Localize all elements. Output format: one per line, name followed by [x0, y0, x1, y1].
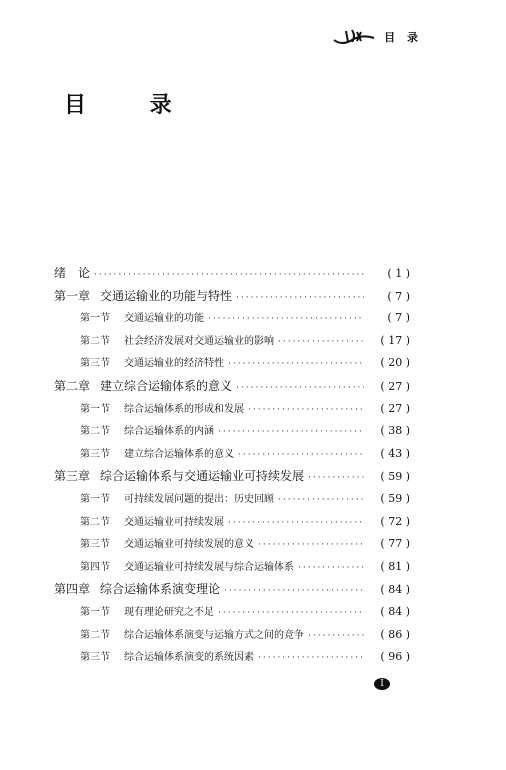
- toc-entry-title: 可持续发展问题的提出：历史回顾: [124, 493, 274, 505]
- toc-entry-section: [54, 556, 410, 579]
- toc-entry-section: [54, 601, 410, 624]
- toc-entry-number: 第三节: [80, 448, 110, 460]
- toc-entry-title: 综合运输体系与交通运输业可持续发展: [100, 469, 305, 484]
- toc-entry-number: 第一节: [80, 493, 110, 505]
- toc-entry-page: ( 43 ): [380, 446, 410, 460]
- toc-leader-dots: [308, 625, 364, 647]
- toc-entry-section: [54, 443, 410, 466]
- toc-leader-dots: [236, 377, 364, 398]
- toc-entry-section: [54, 420, 410, 443]
- toc-entry-page: ( 59 ): [380, 491, 410, 505]
- toc-entry-title: 交通运输业的功能与特性: [100, 288, 233, 303]
- toc-leader-dots: [218, 421, 364, 443]
- toc-entry-section: [54, 307, 410, 330]
- toc-entry-page: ( 77 ): [380, 537, 410, 551]
- header-label: 目 录: [384, 31, 422, 44]
- toc-entry-section: [54, 533, 410, 556]
- toc-entry-title: 综合运输体系演变理论: [100, 582, 221, 597]
- toc-leader-dots: [236, 287, 364, 308]
- toc-entry-chapter: [54, 262, 410, 285]
- toc-entry-title: 交通运输业的经济特性: [124, 358, 224, 370]
- toc-entry-chapter: [54, 578, 410, 601]
- toc-entry-title: 交通运输业可持续发展的意义: [124, 539, 254, 551]
- toc-entry-title: 综合运输体系的形成和发展: [124, 403, 244, 415]
- toc-leader-dots: [208, 308, 364, 330]
- toc-entry-title: 综合运输体系演变的系统因素: [124, 652, 254, 664]
- toc-entry-title: 建立综合运输体系的意义: [100, 378, 233, 393]
- toc-entry-section: [54, 511, 410, 534]
- toc-entry-number: 第四节: [80, 561, 110, 573]
- toc-entry-page: ( 38 ): [380, 424, 410, 438]
- toc-entry-title: 交通运输业可持续发展: [124, 516, 224, 528]
- toc-entry-section: [54, 398, 410, 421]
- toc-entry-page: ( 84 ): [380, 583, 410, 597]
- page-title: 目 录: [64, 92, 200, 118]
- toc-leader-dots: [94, 264, 364, 285]
- toc-leader-dots: [258, 647, 364, 669]
- toc-leader-dots: [224, 580, 364, 601]
- toc-entry-number: 第二节: [80, 629, 110, 641]
- toc-entry-title: 综合运输体系演变与运输方式之间的竞争: [124, 629, 304, 641]
- toc-entry-number: 第三章: [54, 469, 91, 484]
- toc-entry-chapter: [54, 375, 410, 398]
- toc-entry-number: 第一节: [80, 606, 110, 618]
- toc-entry-title: 交通运输业可持续发展与综合运输体系: [124, 561, 294, 573]
- toc-entry-chapter: [54, 285, 410, 308]
- toc-entry-chapter: [54, 465, 410, 488]
- toc-entry-number: 第三节: [80, 358, 110, 370]
- page-number: I: [374, 678, 390, 690]
- toc-leader-dots: [248, 399, 364, 421]
- toc-entry-page: ( 7 ): [387, 289, 410, 303]
- toc-entry-page: ( 1 ): [387, 267, 410, 280]
- toc-entry-number: 第三节: [80, 539, 110, 551]
- toc-entry-section: [54, 488, 410, 511]
- toc-entry-section: [54, 352, 410, 375]
- toc-entry-page: ( 59 ): [380, 470, 410, 484]
- toc-entry-number: 第二节: [80, 335, 110, 347]
- toc-entry-section: [54, 646, 410, 669]
- running-header: [332, 28, 422, 46]
- table-of-contents: [54, 262, 410, 669]
- toc-leader-dots: [298, 557, 364, 579]
- toc-entry-page: ( 72 ): [380, 514, 410, 528]
- toc-entry-number: 第三节: [80, 652, 110, 664]
- toc-entry-title: 社会经济发展对交通运输业的影响: [124, 335, 274, 347]
- toc-leader-dots: [278, 331, 364, 353]
- toc-leader-dots: [228, 353, 364, 375]
- toc-entry-page: ( 27 ): [380, 379, 410, 393]
- toc-entry-page: ( 84 ): [380, 604, 410, 618]
- toc-entry-title: 交通运输业的功能: [124, 313, 204, 325]
- toc-entry-number: 第二节: [80, 516, 110, 528]
- toc-entry-number: 第一章: [54, 288, 91, 303]
- publisher-logo-icon: [332, 28, 376, 46]
- toc-entry-number: 第四章: [54, 582, 91, 597]
- toc-entry-page: ( 20 ): [380, 356, 410, 370]
- toc-entry-section: [54, 330, 410, 353]
- toc-entry-page: ( 27 ): [380, 401, 410, 415]
- toc-entry-number: 第一节: [80, 403, 110, 415]
- toc-leader-dots: [308, 467, 364, 488]
- toc-entry-number: 第二章: [54, 378, 91, 393]
- toc-entry-page: ( 86 ): [380, 627, 410, 641]
- toc-leader-dots: [238, 444, 364, 466]
- toc-entry-page: ( 96 ): [380, 650, 410, 664]
- toc-entry-title: 综合运输体系的内涵: [124, 426, 214, 438]
- toc-entry-page: ( 81 ): [380, 559, 410, 573]
- toc-leader-dots: [258, 534, 364, 556]
- toc-leader-dots: [228, 512, 364, 534]
- toc-entry-number: 第二节: [80, 426, 110, 438]
- toc-entry-title: 绪 论: [54, 266, 91, 280]
- toc-entry-title: 建立综合运输体系的意义: [124, 448, 234, 460]
- toc-entry-section: [54, 624, 410, 647]
- toc-entry-number: 第一节: [80, 313, 110, 325]
- toc-entry-page: ( 7 ): [387, 311, 410, 325]
- toc-leader-dots: [218, 602, 364, 624]
- toc-entry-title: 现有理论研究之不足: [124, 606, 214, 618]
- toc-leader-dots: [278, 489, 364, 511]
- toc-entry-page: ( 17 ): [380, 333, 410, 347]
